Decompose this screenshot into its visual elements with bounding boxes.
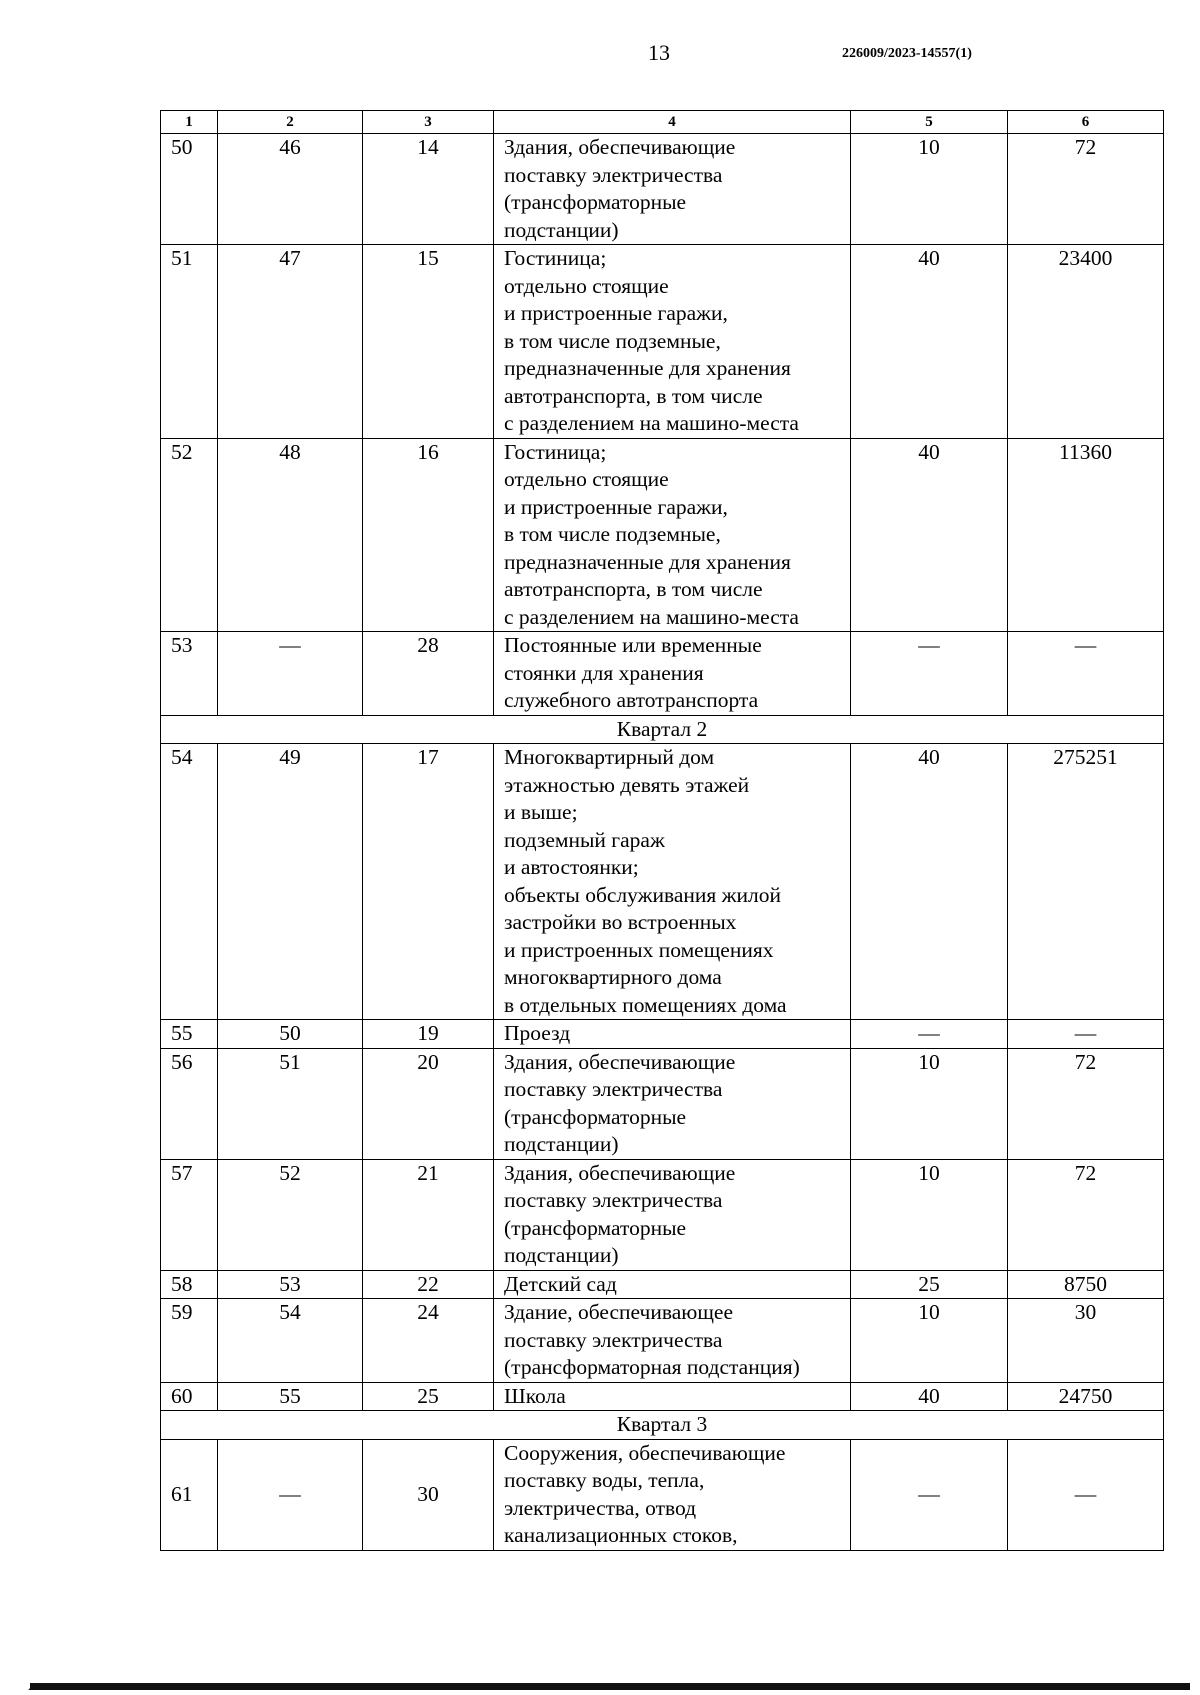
description-cell bbox=[494, 438, 851, 632]
description-line: Проезд bbox=[504, 1021, 571, 1045]
col3-cell: 20 bbox=[363, 1048, 494, 1159]
description-line: с разделением на машино-места bbox=[504, 411, 799, 435]
column-header: 4 bbox=[494, 111, 851, 134]
description-line: стоянки для хранения bbox=[504, 660, 704, 685]
col3-cell: 21 bbox=[363, 1159, 494, 1270]
table-row bbox=[161, 1048, 1164, 1159]
description-line: (трансформаторные bbox=[504, 1215, 687, 1240]
description-line: отдельно стоящие bbox=[504, 273, 669, 298]
col2-cell: — bbox=[218, 1439, 363, 1550]
description-cell bbox=[494, 1270, 851, 1299]
col3-cell: 24 bbox=[363, 1299, 494, 1383]
description-line: поставку электричества bbox=[504, 1188, 723, 1212]
section-label: Квартал 2 bbox=[161, 715, 1164, 744]
description-line: подстанции) bbox=[504, 217, 619, 242]
description-line: предназначенные для хранения bbox=[504, 356, 791, 380]
description-cell bbox=[494, 1020, 851, 1049]
table-row bbox=[161, 245, 1164, 439]
description-line: Детский сад bbox=[504, 1271, 617, 1296]
col3-cell: 25 bbox=[363, 1382, 494, 1411]
col5-cell: 40 bbox=[851, 744, 1008, 1020]
table-row bbox=[161, 744, 1164, 1020]
description-line: подстанции) bbox=[504, 1132, 619, 1156]
section-row bbox=[161, 1411, 1164, 1440]
col2-cell: — bbox=[218, 632, 363, 716]
col3-cell: 17 bbox=[363, 744, 494, 1020]
description-line: в отдельных помещениях дома bbox=[504, 992, 787, 1017]
description-line: поставку электричества bbox=[504, 162, 723, 187]
col3-cell: 19 bbox=[363, 1020, 494, 1049]
row-number-cell: 50 bbox=[161, 134, 218, 245]
col6-cell: — bbox=[1008, 632, 1164, 716]
col3-cell: 15 bbox=[363, 245, 494, 439]
col5-cell: 10 bbox=[851, 1048, 1008, 1159]
description-line: (трансформаторные bbox=[504, 190, 687, 214]
description-line: и выше; bbox=[504, 800, 578, 824]
col6-cell: — bbox=[1008, 1020, 1164, 1049]
table-row bbox=[161, 1270, 1164, 1299]
col2-cell: 47 bbox=[218, 245, 363, 439]
col2-cell: 52 bbox=[218, 1159, 363, 1270]
column-header: 5 bbox=[851, 111, 1008, 134]
document-id: 226009/2023-14557(1) bbox=[842, 46, 972, 61]
col5-cell: — bbox=[851, 1020, 1008, 1049]
col6-cell: 72 bbox=[1008, 1159, 1164, 1270]
description-line: Здания, обеспечивающие bbox=[504, 1160, 736, 1185]
description-line: (трансформаторные bbox=[504, 1104, 687, 1129]
col5-cell: 40 bbox=[851, 438, 1008, 632]
col6-cell: 11360 bbox=[1008, 438, 1164, 632]
description-cell bbox=[494, 245, 851, 439]
table-row bbox=[161, 438, 1164, 632]
description-line: Здания, обеспечивающие bbox=[504, 135, 736, 159]
description-cell bbox=[494, 744, 851, 1020]
row-number-cell: 61 bbox=[161, 1439, 218, 1550]
col2-cell: 55 bbox=[218, 1382, 363, 1411]
col6-cell: 30 bbox=[1008, 1299, 1164, 1383]
col2-cell: 46 bbox=[218, 134, 363, 245]
description-line: поставку воды, тепла, bbox=[504, 1468, 705, 1492]
column-number-row bbox=[161, 111, 1164, 134]
col2-cell: 54 bbox=[218, 1299, 363, 1383]
col2-cell: 49 bbox=[218, 744, 363, 1020]
description-line: Постоянные или временные bbox=[504, 633, 762, 657]
col6-cell: 72 bbox=[1008, 134, 1164, 245]
col3-cell: 28 bbox=[363, 632, 494, 716]
description-line: подстанции) bbox=[504, 1243, 619, 1267]
description-line: застройки во встроенных bbox=[504, 910, 737, 934]
col6-cell: 275251 bbox=[1008, 744, 1164, 1020]
col2-cell: 50 bbox=[218, 1020, 363, 1049]
col2-cell: 53 bbox=[218, 1270, 363, 1299]
description-cell bbox=[494, 1299, 851, 1383]
description-line: Здание, обеспечивающее bbox=[504, 1300, 733, 1324]
description-line: Многоквартирный дом bbox=[504, 745, 715, 769]
description-line: с разделением на машино-места bbox=[504, 604, 799, 629]
description-line: автотранспорта, в том числе bbox=[504, 577, 763, 601]
col2-cell: 51 bbox=[218, 1048, 363, 1159]
description-line: и пристроенные гаражи, bbox=[504, 301, 728, 325]
description-line: этажностью девять этажей bbox=[504, 772, 750, 797]
description-cell bbox=[494, 1159, 851, 1270]
description-line: канализационных стоков, bbox=[504, 1523, 738, 1547]
col2-cell: 48 bbox=[218, 438, 363, 632]
description-line: Здания, обеспечивающие bbox=[504, 1049, 736, 1074]
row-number-cell: 55 bbox=[161, 1020, 218, 1049]
col5-cell: 10 bbox=[851, 134, 1008, 245]
description-line: автотранспорта, в том числе bbox=[504, 383, 763, 408]
description-cell bbox=[494, 1382, 851, 1411]
table-row bbox=[161, 1020, 1164, 1049]
table-row bbox=[161, 632, 1164, 716]
description-cell bbox=[494, 1048, 851, 1159]
col3-cell: 14 bbox=[363, 134, 494, 245]
col6-cell: 24750 bbox=[1008, 1382, 1164, 1411]
table-row bbox=[161, 1159, 1164, 1270]
column-header: 1 bbox=[161, 111, 218, 134]
page-number: 13 bbox=[648, 40, 670, 65]
col6-cell: — bbox=[1008, 1439, 1164, 1550]
col5-cell: — bbox=[851, 632, 1008, 716]
description-line: поставку электричества bbox=[504, 1327, 723, 1352]
col5-cell: 40 bbox=[851, 1382, 1008, 1411]
description-line: Гостиница; bbox=[504, 439, 607, 464]
col6-cell: 8750 bbox=[1008, 1270, 1164, 1299]
description-cell bbox=[494, 1439, 851, 1550]
col5-cell: 25 bbox=[851, 1270, 1008, 1299]
description-line: Гостиница; bbox=[504, 246, 607, 270]
page-bottom-rule bbox=[30, 1683, 1190, 1690]
description-line: в том числе подземные, bbox=[504, 328, 721, 353]
description-line: и пристроенные гаражи, bbox=[504, 494, 728, 519]
col5-cell: 40 bbox=[851, 245, 1008, 439]
table-row bbox=[161, 1382, 1164, 1411]
col5-cell: 10 bbox=[851, 1299, 1008, 1383]
col3-cell: 30 bbox=[363, 1439, 494, 1550]
column-header: 2 bbox=[218, 111, 363, 134]
description-line: служебного автотранспорта bbox=[504, 688, 759, 712]
table-row bbox=[161, 1299, 1164, 1383]
row-number-cell: 52 bbox=[161, 438, 218, 632]
col3-cell: 22 bbox=[363, 1270, 494, 1299]
description-line: подземный гараж bbox=[504, 827, 665, 852]
description-line: и пристроенных помещениях bbox=[504, 937, 774, 962]
description-line: многоквартирного дома bbox=[504, 965, 722, 989]
table-row bbox=[161, 1439, 1164, 1550]
column-header: 3 bbox=[363, 111, 494, 134]
row-number-cell: 58 bbox=[161, 1270, 218, 1299]
row-number-cell: 60 bbox=[161, 1382, 218, 1411]
col6-cell: 23400 bbox=[1008, 245, 1164, 439]
data-table bbox=[160, 110, 1164, 1551]
description-line: поставку электричества bbox=[504, 1077, 723, 1101]
description-cell bbox=[494, 632, 851, 716]
table-row bbox=[161, 134, 1164, 245]
section-row bbox=[161, 715, 1164, 744]
col6-cell: 72 bbox=[1008, 1048, 1164, 1159]
row-number-cell: 51 bbox=[161, 245, 218, 439]
row-number-cell: 59 bbox=[161, 1299, 218, 1383]
description-line: в том числе подземные, bbox=[504, 522, 721, 546]
description-line: (трансформаторная подстанция) bbox=[504, 1355, 800, 1379]
row-number-cell: 57 bbox=[161, 1159, 218, 1270]
section-label: Квартал 3 bbox=[161, 1411, 1164, 1440]
description-cell bbox=[494, 134, 851, 245]
row-number-cell: 53 bbox=[161, 632, 218, 716]
description-line: объекты обслуживания жилой bbox=[504, 882, 782, 907]
description-line: отдельно стоящие bbox=[504, 467, 669, 491]
col5-cell: 10 bbox=[851, 1159, 1008, 1270]
row-number-cell: 54 bbox=[161, 744, 218, 1020]
description-line: и автостоянки; bbox=[504, 855, 639, 879]
description-line: предназначенные для хранения bbox=[504, 549, 791, 574]
row-number-cell: 56 bbox=[161, 1048, 218, 1159]
description-line: Сооружения, обеспечивающие bbox=[504, 1440, 786, 1465]
col5-cell: — bbox=[851, 1439, 1008, 1550]
column-header: 6 bbox=[1008, 111, 1164, 134]
table-body bbox=[161, 134, 1164, 1551]
description-line: электричества, отвод bbox=[504, 1495, 697, 1520]
col3-cell: 16 bbox=[363, 438, 494, 632]
description-line: Школа bbox=[504, 1383, 566, 1408]
